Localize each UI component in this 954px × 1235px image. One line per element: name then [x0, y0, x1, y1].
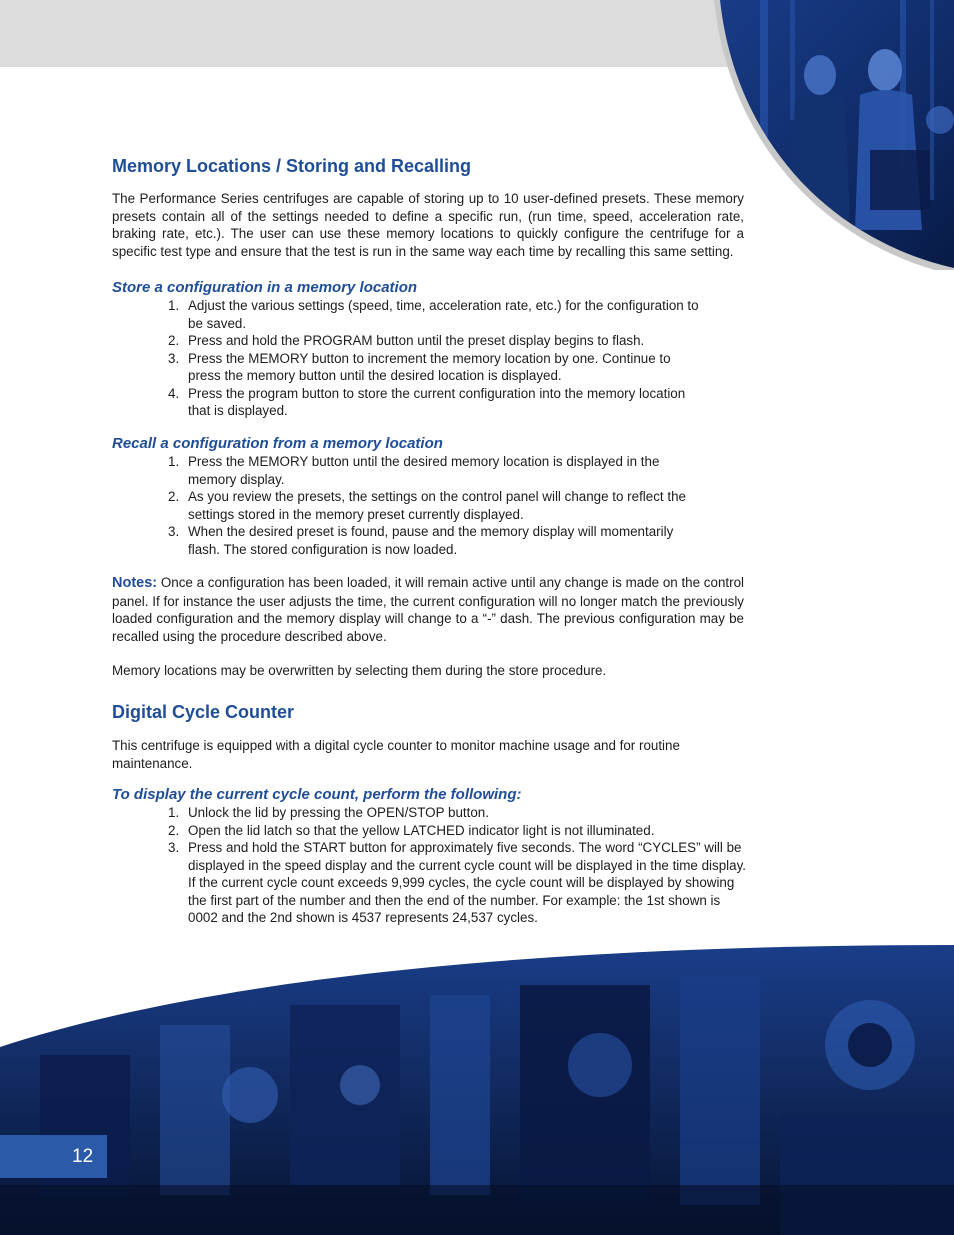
list-item: 2. Open the lid latch so that the yellow LATCHED indicator light is not illuminated. [168, 822, 655, 838]
list-item: 3. Press and hold the START button for approximately five seconds. The word “CYCLES” will be displayed in the speed display and the current cycle count will be displayed in the time display. If the current cycle count exceeds 9,999 cycles, the cycle count will be displayed by showing the first part of the number and then the end of the number. For example: the 1st shown is 0002 and the 2nd shown is 4537 represents 24,537 cycles. [168, 840, 747, 925]
store-heading: Store a configuration in a memory location [112, 279, 418, 296]
notes-text: Once a configuration has been loaded, it will remain active until any change is made on the control panel. If for instance the user adjusts the time, the current configuration will no longer match the previously loaded configuration and the memory display will change to a “-” dash. The previous configuration may be recalled using the procedure described above. [112, 575, 744, 644]
list-item: 3. When the desired preset is found, pause and the memory display will momentarily flash. The stored configuration is now loaded. [168, 524, 674, 557]
list-item: 1. Press the MEMORY button until the desired memory location is displayed in the memory display. [168, 454, 660, 487]
page-number: 12 [0, 1135, 107, 1178]
recall-steps [112, 453, 702, 558]
display-heading: To display the current cycle count, perform the following: [112, 786, 522, 803]
display-steps [112, 804, 748, 927]
footer-photo [0, 935, 954, 1235]
recall-heading: Recall a configuration from a memory location [112, 435, 443, 452]
list-item: 2. Press and hold the PROGRAM button until the preset display begins to flash. [168, 333, 645, 348]
list-item: 1. Unlock the lid by pressing the OPEN/STOP button. [168, 805, 489, 820]
counter-intro: This centrifuge is equipped with a digital cycle counter to monitor machine usage and for routine maintenance. [112, 738, 680, 771]
list-item: 1. Adjust the various settings (speed, time, acceleration rate, etc.) for the configuration to be saved. [168, 298, 699, 331]
notes-label: Notes: [112, 575, 158, 591]
counter-heading: Digital Cycle Counter [112, 702, 295, 722]
list-item: 4. Press the program button to store the current configuration into the memory location that is displayed. [168, 385, 686, 418]
overwrite-text: Memory locations may be overwritten by selecting them during the store procedure. [112, 663, 607, 678]
memory-heading: Memory Locations / Storing and Recalling [112, 156, 472, 176]
store-steps [112, 297, 702, 420]
list-item: 3. Press the MEMORY button to increment the memory location by one. Continue to press the memory button until the desired location is displayed. [168, 350, 671, 383]
memory-intro: The Performance Series centrifuges are capable of storing up to 10 user-defined presets. These memory presets contain all of the settings needed to define a specific run, (run time, speed, acceleration rate, braking rate, etc.). The user can use these memory locations to quickly configure the centrifuge for a specific test type and ensure that the test is run in the same way each time by recalling this same setting. [112, 191, 744, 259]
list-item: 2. As you review the presets, the settings on the control panel will change to reflect the settings stored in the memory preset currently displayed. [168, 489, 686, 522]
notes-paragraph [112, 574, 744, 645]
